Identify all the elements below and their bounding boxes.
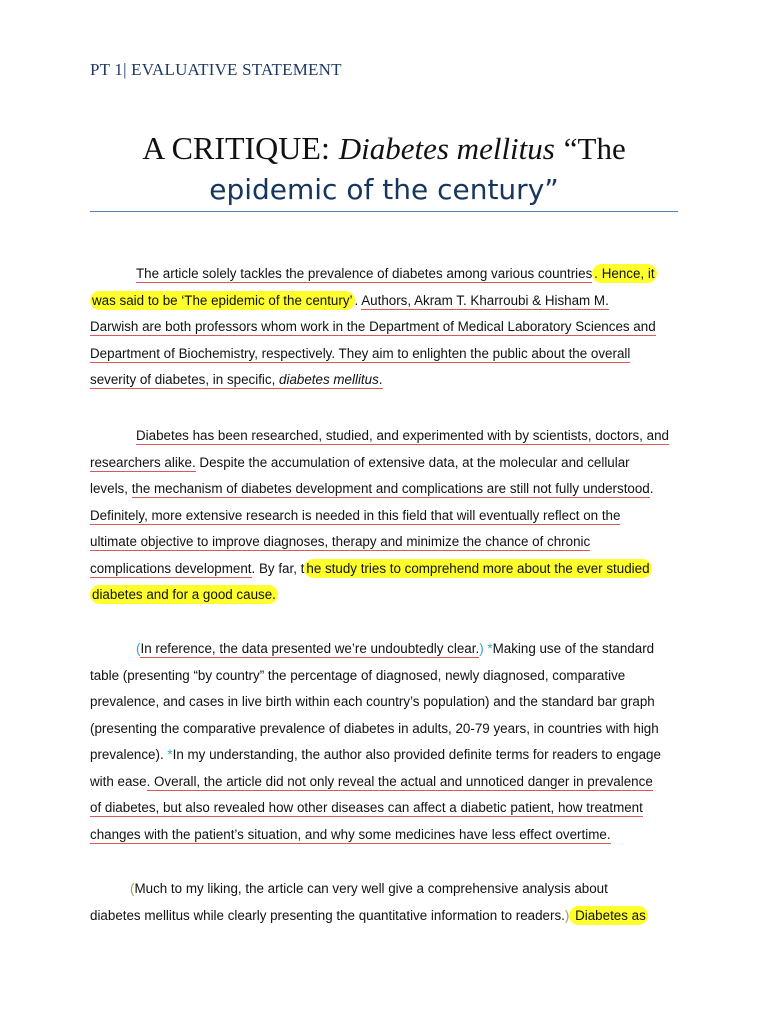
p1-line <box>90 367 678 394</box>
underlined-text: changes with the patient’s situation, and why some medicines have less effect overtime. <box>90 826 611 842</box>
paragraph-3 <box>90 636 678 848</box>
text: prevalence). <box>90 747 168 762</box>
p2-line <box>90 423 678 450</box>
text: diabetes mellitus while clearly presenting the quantitative information to readers. <box>90 907 565 923</box>
p3-line <box>90 822 678 849</box>
text: (presenting the comparative prevalence of diabetes in adults, 20-79 years, in countries with high <box>90 720 659 736</box>
text: . <box>649 481 654 496</box>
p1-line <box>90 314 678 341</box>
title-prefix: A CRITIQUE: <box>142 130 330 166</box>
underlined-text: Definitely, more extensive research is needed in this field that will eventually reflect on the <box>90 507 621 523</box>
underlined-text: the mechanism of diabetes development and complications are still not fully understood <box>131 481 650 496</box>
p3-line <box>90 663 678 690</box>
underlined-text: Authors, Akram T. Kharroubi & Hisham M. <box>361 292 609 308</box>
text: prevalence, and cases in live birth within each country’s population) and the standard bar graph <box>90 694 655 709</box>
title-line-2: epidemic of the century” <box>209 173 559 206</box>
text: Much to my liking, the article can very well give a comprehensive analysis about <box>134 881 608 896</box>
comment-marker: ( <box>130 881 135 896</box>
paragraph-2 <box>90 423 678 609</box>
comment-marker: ) <box>564 907 570 923</box>
p2-line <box>90 582 678 609</box>
title-quote-start: “The <box>563 131 626 166</box>
highlighted-text: was said to be ‘The epidemic of the century’ <box>92 292 353 308</box>
comment-marker: * <box>167 747 173 762</box>
p3-line <box>90 689 678 716</box>
text: Making use of the standard <box>492 641 655 656</box>
p4-line <box>90 903 678 930</box>
p2-line <box>90 450 678 477</box>
underlined-text: Diabetes has been researched, studied, and experimented with by scientists, doctors, and <box>136 428 669 443</box>
p3-line <box>90 716 678 743</box>
comment-marker: ) * <box>479 641 493 656</box>
p3-line <box>90 795 678 822</box>
page-title <box>90 128 678 210</box>
text: table (presenting “by country” the percentage of diagnosed, newly diagnosed, comparative <box>90 667 626 683</box>
text: In my understanding, the author also provided definite terms for readers to engage <box>172 747 661 762</box>
text: levels, <box>90 481 132 496</box>
underlined-text: Darwish are both professors whom work in the Department of Medical Laboratory Sciences and <box>90 319 656 334</box>
underlined-italic-text: diabetes mellitus <box>279 372 379 387</box>
p1-line <box>90 288 678 315</box>
section-label: PT 1| EVALUATIVE STATEMENT <box>90 60 342 79</box>
text: . <box>354 292 359 308</box>
p2-line <box>90 476 678 503</box>
highlighted-text: diabetes and for a good cause. <box>92 587 276 602</box>
text: . By far, t <box>251 560 305 576</box>
p2-line <box>90 503 678 530</box>
title-divider <box>90 211 678 212</box>
p2-line <box>90 556 678 583</box>
underlined-text: In reference, the data presented we’re undoubtedly clear. <box>140 641 480 656</box>
text: Despite the accumulation of extensive data, at the molecular and cellular <box>195 454 630 470</box>
p3-line <box>90 742 678 769</box>
paragraph-4 <box>90 876 678 929</box>
highlighted-text: . Hence, it <box>594 266 655 281</box>
p2-line <box>90 529 678 556</box>
p4-line <box>90 876 678 903</box>
p3-line <box>90 769 678 796</box>
underlined-text: ultimate objective to improve diagnoses, therapy and minimize the chance of chronic <box>90 534 591 549</box>
text: with ease <box>90 773 147 789</box>
underlined-text: . <box>378 372 383 387</box>
paragraph-1 <box>90 261 678 394</box>
title-italic: Diabetes mellitus <box>338 131 555 166</box>
p1-line <box>90 341 678 368</box>
title-line-1 <box>90 128 678 170</box>
underlined-text: of diabetes, but also revealed how other diseases can affect a diabetic patient, how treatment <box>90 800 643 815</box>
p3-line <box>90 636 678 663</box>
underlined-text: The article solely tackles the prevalence of diabetes among various countries <box>136 266 593 281</box>
underlined-text: researchers alike. <box>90 454 196 470</box>
underlined-text: Department of Biochemistry, respectively. They aim to enlighten the public about the overall <box>90 345 631 361</box>
highlighted-text: Diabetes as <box>571 907 646 923</box>
underlined-text: . Overall, the article did not only reveal the actual and unnoticed danger in prevalence <box>146 773 653 789</box>
comment-marker: ( <box>136 641 141 656</box>
underlined-text: severity of diabetes, in specific, <box>90 372 280 387</box>
underlined-text: complications development <box>90 560 252 576</box>
highlighted-text: he study tries to comprehend more about the ever studied <box>306 560 650 576</box>
p1-line <box>90 261 678 288</box>
